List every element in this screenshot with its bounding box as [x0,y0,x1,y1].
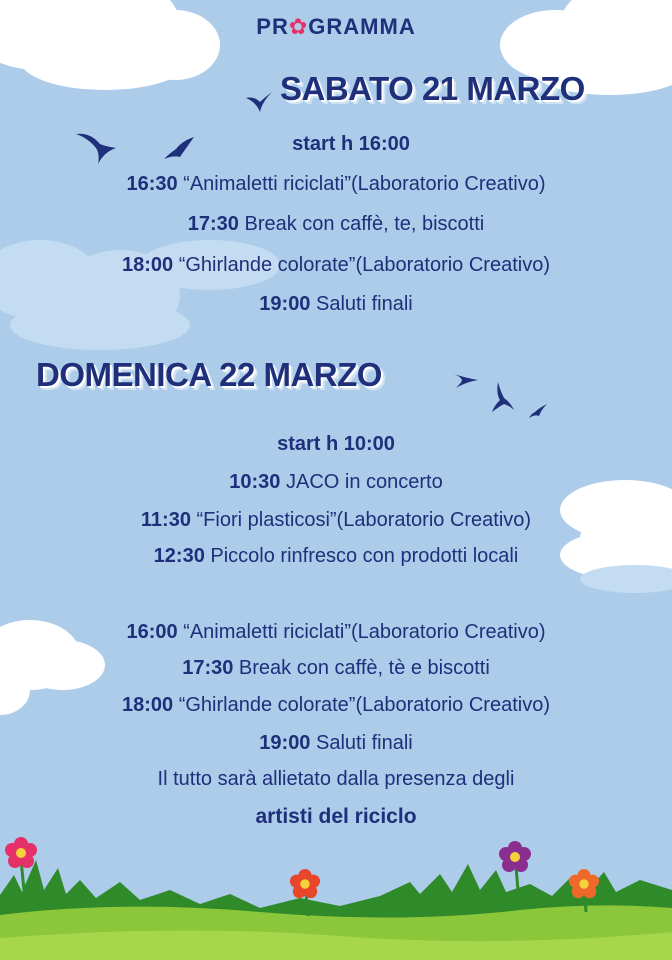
schedule-time: 16:30 [126,173,178,195]
schedule-item [0,173,672,196]
schedule-item [0,213,672,236]
schedule-time: 11:30 [140,509,191,531]
schedule-text: “Ghirlande colorate”(Laboratorio Creativo) [173,254,550,276]
schedule-time: 19:00 [259,293,311,315]
footer-highlight: artisti del riciclo [255,805,417,828]
saturday-start: start h 16:00 [292,133,410,155]
flower-icon [4,836,38,870]
flower-icon [289,868,321,900]
sunday-title: DOMENICA 22 MARZO [36,356,382,393]
schedule-text: “Animaletti riciclati”(Laboratorio Creativo) [177,621,546,643]
flower-o-icon: ✿ [288,14,309,39]
swallow-icon [527,402,549,420]
schedule-text: “Animaletti riciclati”(Laboratorio Creativo) [177,173,546,195]
schedule-time: 16:00 [126,621,178,643]
schedule-time: 19:00 [259,732,311,754]
schedule-text: Saluti finali [310,293,413,315]
schedule-text: “Fiori plasticosi”(Laboratorio Creativo) [190,509,532,531]
schedule-text: Break con caffè, te, biscotti [238,213,485,235]
schedule-time: 17:30 [182,657,234,679]
schedule-item [0,621,672,644]
schedule-text: Saluti finali [310,732,413,754]
schedule-text: JACO in concerto [280,471,443,493]
schedule-time: 18:00 [122,694,174,716]
schedule-time: 10:30 [229,471,281,493]
schedule-text: Break con caffè, tè e biscotti [233,657,490,679]
program-title-end: GRAMMA [308,14,416,39]
footer-note: Il tutto sarà allietato dalla presenza degli [157,768,515,790]
swallow-icon [452,370,480,390]
flower-icon [498,840,532,874]
schedule-item [0,254,672,277]
swallow-icon [488,380,516,414]
schedule-text: Piccolo rinfresco con prodotti locali [204,545,519,567]
schedule-item [0,732,672,755]
schedule-time: 17:30 [187,213,239,235]
schedule-item [0,657,672,680]
schedule-time: 12:30 [153,545,205,567]
schedule-item [0,694,672,717]
program-title-start: PR [256,14,289,39]
schedule-time: 18:00 [122,254,174,276]
swallow-icon [244,90,274,116]
sunday-start: start h 10:00 [277,433,395,455]
flower-icon [568,868,600,900]
schedule-item [0,545,672,568]
program-title [0,14,672,40]
schedule-item [0,293,672,316]
saturday-title: SABATO 21 MARZO [280,70,585,107]
schedule-text: “Ghirlande colorate”(Laboratorio Creativo) [173,694,550,716]
schedule-item [0,509,672,532]
schedule-item [0,471,672,494]
